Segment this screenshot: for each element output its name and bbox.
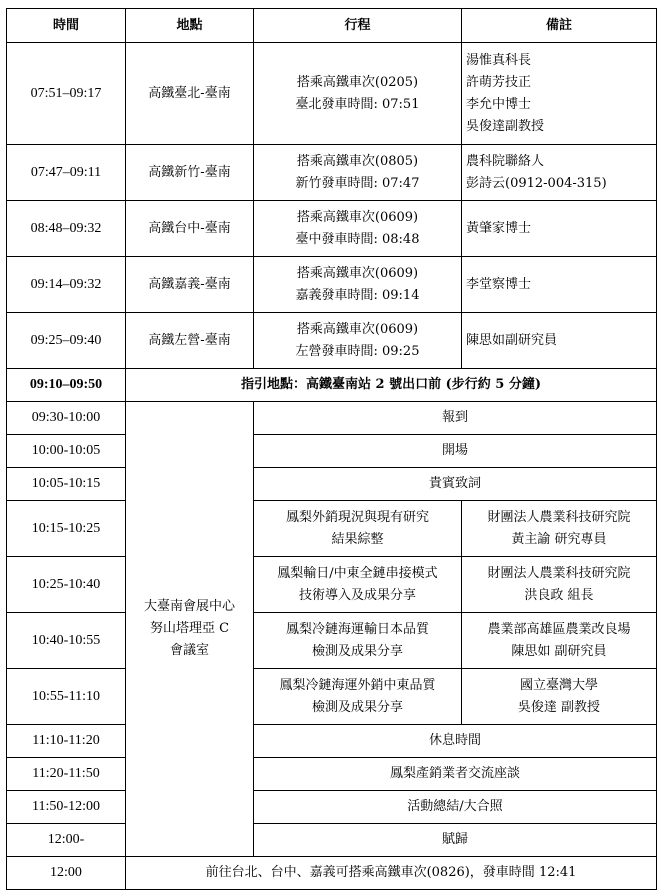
agenda-row (7, 824, 657, 857)
agenda-row (7, 501, 657, 557)
train-itinerary (254, 43, 462, 145)
agenda-time: 10:40-10:55 (7, 613, 126, 669)
departure-time: 嘉義發車時間: 09:14 (295, 287, 420, 303)
train-time: 07:51–09:17 (7, 43, 126, 145)
agenda-speaker (462, 669, 657, 725)
speaker-org: 農業部高雄區農業改良場 (487, 621, 631, 637)
train-itinerary (254, 201, 462, 257)
departure-time: 臺北發車時間: 07:51 (295, 96, 420, 112)
agenda-time: 10:55-11:10 (7, 669, 126, 725)
train-row (7, 257, 657, 313)
speaker-name: 洪良政 組長 (524, 587, 594, 603)
agenda-row (7, 791, 657, 824)
train-time: 08:48–09:32 (7, 201, 126, 257)
train-place: 高鐵新竹-臺南 (126, 145, 254, 201)
train-row (7, 145, 657, 201)
train-row (7, 313, 657, 369)
venue (126, 402, 254, 857)
train-remarks (462, 145, 657, 201)
topic-line: 檢測及成果分享 (311, 643, 403, 659)
venue-line: 會議室 (169, 643, 209, 658)
agenda-topic (254, 669, 462, 725)
train-itinerary (254, 145, 462, 201)
agenda-time: 10:15-10:25 (7, 501, 126, 557)
agenda-row (7, 557, 657, 613)
topic-line: 鳳梨冷鏈海運輸日本品質 (285, 621, 429, 637)
train-number: 搭乘高鐵車次(0205) (296, 74, 419, 90)
agenda-item: 開場 (254, 435, 657, 468)
venue-line: 大臺南會展中心 (143, 599, 235, 614)
departure-time: 臺中發車時間: 08:48 (295, 231, 420, 247)
remark-line: 吳俊達副教授 (466, 118, 545, 134)
train-time: 09:14–09:32 (7, 257, 126, 313)
agenda-time: 11:50-12:00 (7, 791, 126, 824)
topic-line: 鳳梨輸日/中東全鏈串接模式 (277, 565, 438, 581)
agenda-time: 10:05-10:15 (7, 468, 126, 501)
train-remarks (462, 257, 657, 313)
remark-line: 湯惟真科長 (466, 52, 532, 68)
speaker-name: 黃主諭 研究專員 (511, 531, 607, 547)
speaker-org: 國立臺灣大學 (519, 677, 598, 693)
agenda-speaker (462, 557, 657, 613)
train-number: 搭乘高鐵車次(0609) (296, 209, 419, 225)
agenda-time: 11:20-11:50 (7, 758, 126, 791)
header-remarks: 備註 (462, 9, 657, 43)
topic-line: 技術導入及成果分享 (298, 587, 416, 603)
agenda-item: 報到 (254, 402, 657, 435)
remark-line: 黃肇家博士 (466, 220, 532, 236)
agenda-row (7, 435, 657, 468)
topic-line: 鳳梨外銷現況與現有研究 (285, 509, 429, 525)
agenda-row (7, 613, 657, 669)
return-info: 前往台北、台中、嘉義可搭乘高鐵車次(0826)，發車時間 12:41 (126, 857, 657, 890)
train-number: 搭乘高鐵車次(0609) (296, 321, 419, 337)
venue-line: 努山塔理亞 C (149, 621, 230, 636)
remark-line: 農科院聯絡人 (466, 153, 545, 169)
meeting-time: 09:10–09:50 (7, 369, 126, 402)
remark-line: 李堂察博士 (466, 276, 532, 292)
agenda-item: 鳳梨產銷業者交流座談 (254, 758, 657, 791)
agenda-row (7, 725, 657, 758)
train-remarks (462, 201, 657, 257)
train-place: 高鐵台中-臺南 (126, 201, 254, 257)
agenda-time: 10:00-10:05 (7, 435, 126, 468)
train-row (7, 43, 657, 145)
agenda-row (7, 468, 657, 501)
train-place: 高鐵臺北-臺南 (126, 43, 254, 145)
topic-line: 結果綜整 (331, 531, 384, 547)
schedule-table (6, 8, 657, 890)
header-row (7, 9, 657, 43)
agenda-row (7, 758, 657, 791)
speaker-name: 陳思如 副研究員 (511, 643, 607, 659)
train-place: 高鐵嘉義-臺南 (126, 257, 254, 313)
agenda-speaker (462, 501, 657, 557)
return-time: 12:00 (7, 857, 126, 890)
speaker-org: 財團法人農業科技研究院 (487, 509, 631, 525)
agenda-time: 10:25-10:40 (7, 557, 126, 613)
train-remarks (462, 313, 657, 369)
agenda-speaker (462, 613, 657, 669)
train-itinerary (254, 257, 462, 313)
meeting-point: 指引地點：高鐵臺南站 2 號出口前 (步行約 5 分鐘) (126, 369, 657, 402)
agenda-item: 賦歸 (254, 824, 657, 857)
agenda-item: 活動總結/大合照 (254, 791, 657, 824)
remark-line: 許萌芳技正 (466, 74, 532, 90)
agenda-topic (254, 613, 462, 669)
header-time: 時間 (7, 9, 126, 43)
header-place: 地點 (126, 9, 254, 43)
agenda-item: 休息時間 (254, 725, 657, 758)
agenda-row (7, 402, 657, 435)
train-place: 高鐵左營-臺南 (126, 313, 254, 369)
departure-time: 新竹發車時間: 07:47 (295, 175, 420, 191)
agenda-time: 12:00- (7, 824, 126, 857)
topic-line: 檢測及成果分享 (311, 699, 403, 715)
train-number: 搭乘高鐵車次(0805) (296, 153, 419, 169)
departure-time: 左營發車時間: 09:25 (295, 343, 420, 359)
remark-line: 彭詩云(0912-004-315) (466, 175, 607, 191)
agenda-row (7, 669, 657, 725)
meeting-point-row (7, 369, 657, 402)
agenda-time: 09:30-10:00 (7, 402, 126, 435)
agenda-item: 貴賓致詞 (254, 468, 657, 501)
agenda-time: 11:10-11:20 (7, 725, 126, 758)
speaker-org: 財團法人農業科技研究院 (487, 565, 631, 581)
train-itinerary (254, 313, 462, 369)
speaker-name: 吳俊達 副教授 (517, 699, 601, 715)
train-row (7, 201, 657, 257)
train-remarks (462, 43, 657, 145)
train-number: 搭乘高鐵車次(0609) (296, 265, 419, 281)
train-time: 07:47–09:11 (7, 145, 126, 201)
topic-line: 鳳梨冷鏈海運外銷中東品質 (279, 677, 436, 693)
remark-line: 陳思如副研究員 (466, 332, 558, 348)
agenda-topic (254, 501, 462, 557)
header-itinerary: 行程 (254, 9, 462, 43)
train-time: 09:25–09:40 (7, 313, 126, 369)
remark-line: 李允中博士 (466, 96, 532, 112)
agenda-topic (254, 557, 462, 613)
return-row (7, 857, 657, 890)
